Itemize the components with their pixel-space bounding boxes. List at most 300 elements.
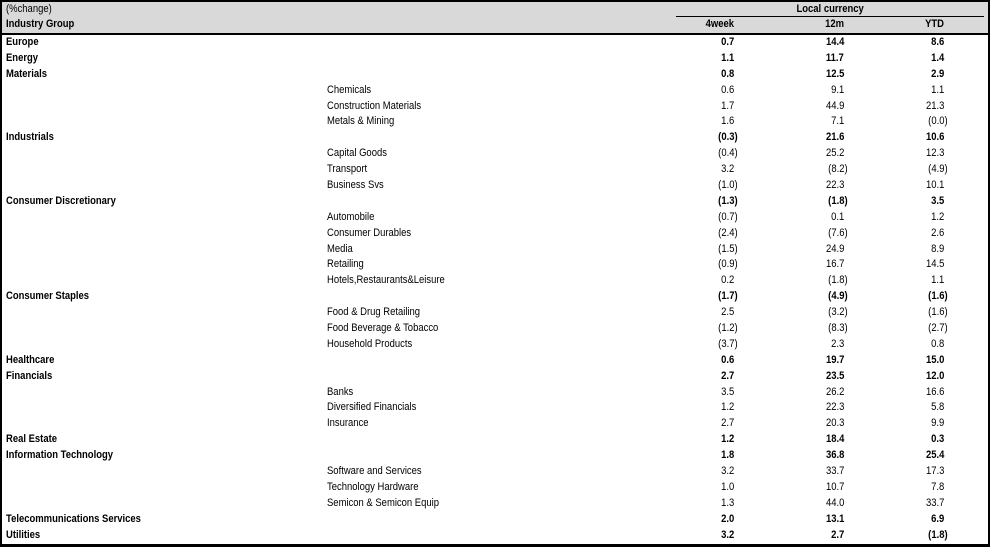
industry-group-cell — [2, 210, 320, 226]
value-text: 3.2 — [720, 163, 734, 176]
value-12m-cell — [742, 337, 852, 353]
value-ytd-cell — [852, 273, 952, 289]
value-ytd-cell — [852, 242, 952, 258]
value-text: (1.5) — [718, 242, 738, 255]
value-text: (2.4) — [718, 226, 738, 239]
value-text: 33.7 — [825, 465, 844, 478]
industry-group-label: Telecommunications Services — [6, 512, 141, 525]
table-row — [2, 432, 988, 448]
table-row — [2, 321, 988, 337]
value-text: 1.2 — [930, 210, 944, 223]
value-12m-cell — [742, 114, 852, 130]
industry-group-label: Consumer Discretionary — [6, 194, 116, 207]
industry-group-cell — [2, 146, 320, 162]
value-4week-cell — [676, 99, 742, 115]
col-header-4week: 4week — [705, 18, 734, 30]
value-12m-cell — [742, 210, 852, 226]
industry-group-cell — [2, 194, 320, 210]
value-text: 10.1 — [925, 179, 944, 192]
sub-industry-label: Construction Materials — [327, 99, 422, 112]
sub-industry-cell — [320, 99, 676, 115]
table-row — [2, 496, 988, 512]
value-text: (1.2) — [718, 322, 738, 335]
value-text: (3.2) — [828, 306, 848, 319]
value-4week-cell — [676, 305, 742, 321]
sub-industry-cell — [320, 464, 676, 480]
value-text: 12.5 — [825, 67, 844, 80]
sub-industry-label: Insurance — [327, 417, 369, 430]
value-text: 11.7 — [826, 51, 844, 64]
sub-industry-cell — [320, 51, 676, 67]
value-text: 9.1 — [830, 83, 844, 96]
table-row — [2, 114, 988, 130]
value-text: (0.9) — [718, 258, 738, 271]
value-12m-cell — [742, 528, 852, 544]
value-4week-cell — [676, 400, 742, 416]
sub-industry-label: Hotels,Restaurants&Leisure — [327, 274, 445, 287]
value-text: 14.4 — [825, 36, 844, 48]
value-text: 8.6 — [930, 36, 944, 48]
industry-group-cell — [2, 257, 320, 273]
industry-group-label: Financials — [6, 369, 53, 382]
value-ytd-cell — [852, 528, 952, 544]
sub-industry-cell — [320, 35, 676, 51]
value-text: 0.6 — [720, 83, 734, 96]
value-ytd-cell — [852, 83, 952, 99]
industry-group-cell — [2, 289, 320, 305]
industry-group-cell — [2, 162, 320, 178]
value-text: 1.7 — [720, 99, 734, 112]
table-row — [2, 242, 988, 258]
value-text: 20.3 — [825, 417, 844, 430]
value-ytd-cell — [852, 464, 952, 480]
table-row — [2, 337, 988, 353]
local-currency-header: Local currency — [676, 2, 984, 17]
value-12m-cell — [742, 432, 852, 448]
value-text: 0.2 — [720, 274, 734, 287]
value-4week-cell — [676, 448, 742, 464]
header-row-2 — [2, 17, 988, 33]
table-row — [2, 51, 988, 67]
sub-industry-label: Automobile — [327, 210, 375, 223]
sub-industry-cell — [320, 114, 676, 130]
sub-industry-cell — [320, 305, 676, 321]
value-4week-cell — [676, 369, 742, 385]
industry-group-cell — [2, 83, 320, 99]
sub-industry-cell — [320, 432, 676, 448]
value-ytd-cell — [852, 257, 952, 273]
value-4week-cell — [676, 432, 742, 448]
value-text: 1.1 — [720, 51, 734, 64]
value-text: 44.9 — [825, 99, 844, 112]
value-text: (0.4) — [718, 147, 738, 160]
sub-industry-cell — [320, 194, 676, 210]
industry-group-label: Information Technology — [6, 449, 114, 462]
table-row — [2, 512, 988, 528]
value-4week-cell — [676, 496, 742, 512]
value-text: 17.3 — [925, 465, 944, 478]
value-12m-cell — [742, 51, 852, 67]
value-text: (0.7) — [718, 210, 738, 223]
value-text: 8.9 — [930, 242, 944, 255]
value-12m-cell — [742, 512, 852, 528]
value-text: 13.1 — [825, 512, 844, 525]
value-4week-cell — [676, 257, 742, 273]
industry-group-label: Healthcare — [6, 353, 55, 366]
value-text: 16.6 — [925, 385, 944, 398]
value-4week-cell — [676, 114, 742, 130]
value-text: 3.2 — [720, 465, 734, 478]
value-text: (1.0) — [718, 179, 738, 192]
sub-industry-cell — [320, 528, 676, 544]
sub-industry-cell — [320, 162, 676, 178]
value-text: 0.1 — [830, 210, 844, 223]
sub-industry-label: Chemicals — [327, 83, 372, 96]
sub-industry-cell — [320, 273, 676, 289]
value-4week-cell — [676, 178, 742, 194]
value-text: (4.9) — [928, 163, 948, 176]
value-ytd-cell — [852, 162, 952, 178]
value-text: 10.6 — [925, 131, 944, 144]
value-4week-cell — [676, 130, 742, 146]
table-row — [2, 385, 988, 401]
sub-industry-cell — [320, 83, 676, 99]
value-text: 22.3 — [825, 179, 844, 192]
sub-industry-cell — [320, 496, 676, 512]
value-text: 0.7 — [720, 36, 734, 48]
value-text: (1.6) — [928, 306, 948, 319]
value-text: (1.8) — [828, 194, 848, 207]
industry-group-cell — [2, 130, 320, 146]
value-text: 1.6 — [720, 115, 734, 128]
value-text: 9.9 — [930, 417, 944, 430]
value-ytd-cell — [852, 194, 952, 210]
value-12m-cell — [742, 305, 852, 321]
sub-industry-cell — [320, 67, 676, 83]
value-12m-cell — [742, 289, 852, 305]
table-row — [2, 178, 988, 194]
percent-change-label: (%change) — [6, 3, 52, 15]
value-text: 0.6 — [720, 353, 734, 366]
industry-group-cell — [2, 400, 320, 416]
value-12m-cell — [742, 162, 852, 178]
value-4week-cell — [676, 273, 742, 289]
value-12m-cell — [742, 400, 852, 416]
value-12m-cell — [742, 242, 852, 258]
value-text: (2.7) — [928, 322, 948, 335]
value-ytd-cell — [852, 226, 952, 242]
value-text: (1.6) — [928, 290, 948, 303]
value-text: 23.5 — [825, 369, 844, 382]
value-12m-cell — [742, 353, 852, 369]
value-text: 3.5 — [930, 194, 944, 207]
sub-industry-cell — [320, 385, 676, 401]
value-ytd-cell — [852, 480, 952, 496]
industry-group-cell — [2, 496, 320, 512]
value-4week-cell — [676, 83, 742, 99]
value-text: 16.7 — [825, 258, 844, 271]
sub-industry-cell — [320, 448, 676, 464]
sub-industry-cell — [320, 210, 676, 226]
value-4week-cell — [676, 242, 742, 258]
value-text: 2.9 — [930, 67, 944, 80]
industry-group-cell — [2, 385, 320, 401]
table-row — [2, 210, 988, 226]
value-text: 1.1 — [930, 83, 944, 96]
value-text: 0.3 — [930, 433, 944, 446]
table-body — [2, 35, 988, 544]
value-text: 2.7 — [720, 417, 734, 430]
industry-group-cell — [2, 35, 320, 51]
industry-group-header: Industry Group — [6, 18, 75, 30]
industry-group-label: Real Estate — [6, 433, 58, 446]
value-12m-cell — [742, 416, 852, 432]
sub-industry-cell — [320, 369, 676, 385]
value-text: 33.7 — [925, 496, 944, 509]
table-header — [2, 2, 988, 35]
value-text: (1.7) — [718, 290, 738, 303]
value-text: 12.0 — [925, 369, 944, 382]
table-row — [2, 369, 988, 385]
table-row — [2, 162, 988, 178]
value-12m-cell — [742, 496, 852, 512]
value-text: (7.6) — [828, 226, 848, 239]
value-ytd-cell — [852, 289, 952, 305]
table-row — [2, 480, 988, 496]
value-ytd-cell — [852, 146, 952, 162]
industry-group-cell — [2, 432, 320, 448]
table-row — [2, 257, 988, 273]
table-row — [2, 528, 988, 544]
value-ytd-cell — [852, 416, 952, 432]
value-4week-cell — [676, 416, 742, 432]
sub-industry-label: Metals & Mining — [327, 115, 395, 128]
value-12m-cell — [742, 83, 852, 99]
value-text: 2.0 — [720, 512, 734, 525]
sub-industry-cell — [320, 226, 676, 242]
value-12m-cell — [742, 257, 852, 273]
value-ytd-cell — [852, 130, 952, 146]
value-ytd-cell — [852, 512, 952, 528]
sub-industry-cell — [320, 242, 676, 258]
value-12m-cell — [742, 321, 852, 337]
value-4week-cell — [676, 480, 742, 496]
value-text: 15.0 — [925, 353, 944, 366]
value-12m-cell — [742, 226, 852, 242]
value-ytd-cell — [852, 178, 952, 194]
sub-industry-label: Business Svs — [327, 179, 384, 192]
value-12m-cell — [742, 448, 852, 464]
header-row-1 — [2, 2, 988, 17]
value-ytd-cell — [852, 67, 952, 83]
table-row — [2, 130, 988, 146]
sub-industry-label: Technology Hardware — [327, 480, 419, 493]
value-text: (1.8) — [928, 528, 948, 541]
sub-industry-label: Food & Drug Retailing — [327, 306, 421, 319]
value-12m-cell — [742, 178, 852, 194]
value-text: 14.5 — [925, 258, 944, 271]
value-4week-cell — [676, 51, 742, 67]
value-text: 1.2 — [720, 401, 734, 414]
sub-industry-cell — [320, 257, 676, 273]
industry-group-cell — [2, 51, 320, 67]
value-text: (0.0) — [928, 115, 948, 128]
value-ytd-cell — [852, 337, 952, 353]
sub-industry-label: Food Beverage & Tobacco — [327, 322, 439, 335]
value-text: 1.0 — [720, 480, 734, 493]
value-12m-cell — [742, 35, 852, 51]
sub-industry-cell — [320, 480, 676, 496]
value-ytd-cell — [852, 35, 952, 51]
value-text: 19.7 — [825, 353, 844, 366]
value-text: 2.7 — [720, 369, 734, 382]
value-ytd-cell — [852, 432, 952, 448]
value-text: 21.3 — [925, 99, 944, 112]
value-text: (1.8) — [828, 274, 848, 287]
value-text: 0.8 — [720, 67, 734, 80]
table-row — [2, 305, 988, 321]
industry-group-cell — [2, 480, 320, 496]
value-12m-cell — [742, 480, 852, 496]
sub-industry-label: Transport — [327, 163, 368, 176]
industry-group-cell — [2, 321, 320, 337]
value-ytd-cell — [852, 400, 952, 416]
industry-group-cell — [2, 242, 320, 258]
industry-group-label: Europe — [6, 36, 39, 48]
value-4week-cell — [676, 146, 742, 162]
value-ytd-cell — [852, 496, 952, 512]
table-row — [2, 448, 988, 464]
industry-group-label: Industrials — [6, 131, 54, 144]
sub-industry-label: Capital Goods — [327, 147, 387, 160]
sub-industry-cell — [320, 512, 676, 528]
value-ytd-cell — [852, 51, 952, 67]
value-4week-cell — [676, 194, 742, 210]
table-row — [2, 67, 988, 83]
value-text: 25.4 — [925, 449, 944, 462]
value-12m-cell — [742, 273, 852, 289]
table-row — [2, 400, 988, 416]
sub-industry-cell — [320, 178, 676, 194]
value-ytd-cell — [852, 99, 952, 115]
value-text: 2.3 — [830, 337, 844, 350]
table-row — [2, 226, 988, 242]
table-row — [2, 99, 988, 115]
table-row — [2, 289, 988, 305]
industry-group-cell — [2, 178, 320, 194]
value-text: 44.0 — [825, 496, 844, 509]
sub-industry-cell — [320, 289, 676, 305]
value-4week-cell — [676, 321, 742, 337]
col-header-ytd: YTD — [925, 18, 944, 30]
industry-group-label: Consumer Staples — [6, 290, 90, 303]
industry-group-label: Utilities — [6, 528, 41, 541]
industry-group-cell — [2, 448, 320, 464]
value-text: 2.5 — [720, 306, 734, 319]
value-text: 1.2 — [720, 433, 734, 446]
sub-industry-label: Consumer Durables — [327, 226, 412, 239]
value-ytd-cell — [852, 385, 952, 401]
value-text: 1.4 — [930, 51, 944, 64]
value-text: 12.3 — [925, 147, 944, 160]
value-12m-cell — [742, 67, 852, 83]
value-4week-cell — [676, 162, 742, 178]
sub-industry-cell — [320, 337, 676, 353]
value-text: 22.3 — [825, 401, 844, 414]
industry-group-label: Materials — [6, 67, 48, 80]
sub-industry-cell — [320, 353, 676, 369]
value-ytd-cell — [852, 305, 952, 321]
value-text: 1.3 — [720, 496, 734, 509]
value-text: 2.7 — [830, 528, 844, 541]
value-12m-cell — [742, 385, 852, 401]
sub-industry-label: Media — [327, 242, 353, 255]
industry-group-cell — [2, 99, 320, 115]
industry-group-cell — [2, 369, 320, 385]
sub-industry-label: Retailing — [327, 258, 364, 271]
value-text: (8.2) — [828, 163, 848, 176]
industry-group-cell — [2, 528, 320, 544]
value-text: 18.4 — [825, 433, 844, 446]
value-text: 5.8 — [930, 401, 944, 414]
sub-industry-cell — [320, 130, 676, 146]
value-4week-cell — [676, 35, 742, 51]
sub-industry-cell — [320, 400, 676, 416]
industry-group-cell — [2, 464, 320, 480]
value-4week-cell — [676, 528, 742, 544]
col-header-12m: 12m — [825, 18, 844, 30]
value-12m-cell — [742, 194, 852, 210]
value-ytd-cell — [852, 114, 952, 130]
value-12m-cell — [742, 369, 852, 385]
table-row — [2, 273, 988, 289]
sub-industry-label: Semicon & Semicon Equip — [327, 496, 440, 509]
table-row — [2, 146, 988, 162]
value-ytd-cell — [852, 369, 952, 385]
value-4week-cell — [676, 464, 742, 480]
table-row — [2, 416, 988, 432]
industry-group-cell — [2, 67, 320, 83]
industry-group-cell — [2, 305, 320, 321]
value-text: 36.8 — [825, 449, 844, 462]
header-right-pad — [984, 2, 988, 17]
value-12m-cell — [742, 130, 852, 146]
value-text: 25.2 — [825, 147, 844, 160]
value-text: 7.1 — [830, 115, 844, 128]
table-row — [2, 353, 988, 369]
value-text: 0.8 — [930, 337, 944, 350]
table-row — [2, 194, 988, 210]
value-text: 7.8 — [930, 480, 944, 493]
value-text: (3.7) — [718, 337, 738, 350]
value-text: (4.9) — [828, 290, 848, 303]
value-ytd-cell — [852, 448, 952, 464]
value-4week-cell — [676, 210, 742, 226]
value-text: (0.3) — [718, 131, 738, 144]
value-text: 3.5 — [720, 385, 734, 398]
value-text: 1.1 — [930, 274, 944, 287]
value-4week-cell — [676, 67, 742, 83]
value-ytd-cell — [852, 210, 952, 226]
value-4week-cell — [676, 289, 742, 305]
value-text: 26.2 — [825, 385, 844, 398]
industry-group-cell — [2, 273, 320, 289]
sub-industry-label: Household Products — [327, 337, 413, 350]
value-12m-cell — [742, 99, 852, 115]
sub-industry-cell — [320, 416, 676, 432]
value-text: 10.7 — [825, 480, 844, 493]
value-ytd-cell — [852, 353, 952, 369]
